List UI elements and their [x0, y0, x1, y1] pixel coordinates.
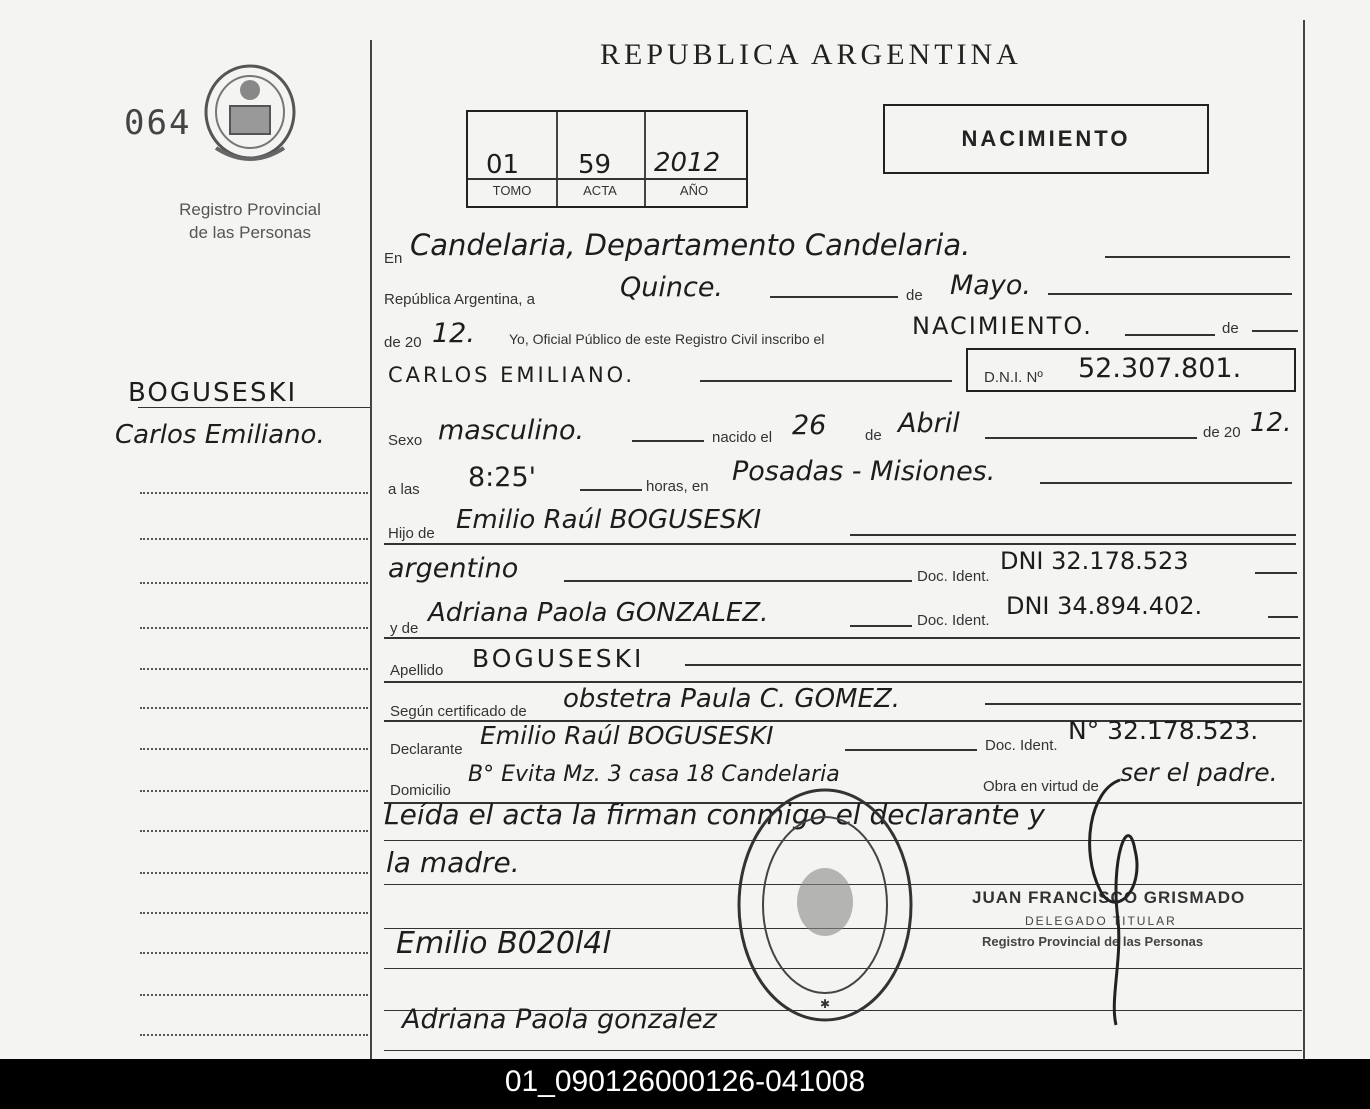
birth-day: 26 — [792, 410, 827, 441]
de2-rule — [1252, 330, 1298, 332]
alas-label: a las — [388, 481, 420, 498]
mdoc-rule — [1268, 616, 1298, 618]
dni-label: D.N.I. Nº — [984, 369, 1043, 386]
observ-rule6 — [384, 1050, 1302, 1051]
month-rule — [1048, 293, 1292, 295]
child-name: CARLOS EMILIANO. — [388, 363, 636, 387]
father-rule — [850, 534, 1296, 536]
mother-value: Adriana Paola GONZALEZ. — [428, 598, 769, 628]
tomo-value: 01 — [486, 150, 520, 180]
domicilio-value: B° Evita Mz. 3 casa 18 Candelaria — [468, 762, 840, 787]
left-column-border — [370, 40, 372, 1059]
registry-name-line1: Registro Provincial — [179, 200, 321, 219]
act-value: NACIMIENTO. — [912, 312, 1093, 340]
father-nationality: argentino — [388, 553, 519, 584]
en-rule — [1105, 256, 1290, 258]
dni-value: 52.307.801. — [1078, 353, 1242, 384]
doc-ident-label2: Doc. Ident. — [917, 612, 990, 629]
mother-signature: Adriana Paola gonzalez — [402, 1004, 717, 1035]
country-title: REPUBLICA ARGENTINA — [600, 38, 1022, 71]
decl-rule — [845, 749, 977, 751]
sexo-label: Sexo — [388, 432, 423, 449]
official-round-stamp — [735, 786, 915, 1024]
republica-label: República Argentina, a — [384, 291, 535, 308]
file-id: 01_090126000126-041008 — [504, 1065, 866, 1098]
obra-label: Obra en virtud de — [983, 778, 1099, 795]
file-id-bar — [0, 1059, 1370, 1109]
place-value: Posadas - Misiones. — [732, 456, 996, 487]
tomo-label: TOMO — [492, 183, 532, 198]
year-value: 12. — [432, 318, 475, 349]
sexo-value: masculino. — [438, 415, 585, 446]
month-value: Mayo. — [950, 270, 1031, 301]
fdoc-rule — [1255, 572, 1297, 574]
name-rule — [700, 380, 952, 382]
time-rule — [580, 489, 642, 491]
segun-rule — [985, 703, 1301, 705]
segun-label: Según certificado de — [390, 703, 527, 720]
declarante-value: Emilio Raúl BOGUSESKI — [480, 721, 774, 750]
en-value: Candelaria, Departamento Candelaria. — [410, 228, 971, 262]
nat-rule — [564, 580, 912, 582]
obra-value: ser el padre. — [1120, 758, 1278, 787]
registry-seal-logo — [200, 62, 300, 174]
domicilio-label: Domicilio — [390, 782, 451, 799]
mother-rule — [850, 625, 912, 627]
official-role: DELEGADO TITULAR — [1025, 914, 1177, 928]
yde-label: y de — [390, 620, 419, 637]
registry-name-line2: de las Personas — [189, 223, 311, 242]
record-type-box — [883, 104, 1209, 174]
tomo-acta-ano-box — [466, 110, 748, 208]
birth-year-prefix: de 20 — [1203, 424, 1241, 441]
de-label2: de — [1222, 320, 1239, 337]
right-page-border — [1303, 20, 1305, 1059]
mother-doc: DNI 34.894.402. — [1006, 592, 1203, 620]
de-label: de — [906, 287, 923, 304]
place-rule — [1040, 482, 1292, 484]
father-value: Emilio Raúl BOGUSESKI — [456, 505, 762, 535]
ano-label: AÑO — [679, 183, 709, 198]
record-type: NACIMIENTO — [961, 126, 1131, 151]
acta-label: ACTA — [583, 183, 617, 198]
apellido-rule2 — [384, 681, 1302, 683]
father-doc: DNI 32.178.523 — [1000, 547, 1189, 575]
hijo-label: Hijo de — [388, 525, 435, 542]
apellido-value: BOGUSESKI — [472, 644, 645, 673]
month2-rule — [985, 437, 1197, 439]
de-label3: de — [865, 427, 882, 444]
observation-line2: la madre. — [386, 846, 520, 879]
dni-box — [966, 348, 1296, 392]
margin-surname: BOGUSESKI — [128, 378, 298, 408]
father-rule2 — [384, 543, 1296, 545]
sexo-rule — [632, 440, 704, 442]
inscribo-label: Yo, Oficial Público de este Registro Civil inscribo el — [509, 331, 825, 347]
official-name: JUAN FRANCISCO GRISMADO — [972, 888, 1246, 907]
apellido-label: Apellido — [390, 662, 444, 679]
doc-ident-label: Doc. Ident. — [917, 568, 990, 585]
mother-rule2 — [384, 637, 1300, 639]
svg-text:✱: ✱ — [819, 997, 831, 1011]
registrar-signature — [1080, 770, 1160, 1030]
page-number: 064 — [124, 103, 192, 143]
acta-value: 59 — [578, 150, 612, 180]
apellido-rule — [685, 664, 1301, 666]
act-rule — [1125, 334, 1215, 336]
segun-value: obstetra Paula C. GOMEZ. — [563, 684, 900, 714]
declarante-doc: N° 32.178.523. — [1068, 716, 1259, 745]
margin-surname-rule — [138, 407, 370, 408]
official-office: Registro Provincial de las Personas — [982, 934, 1204, 949]
ano-value: 2012 — [654, 148, 721, 178]
birth-month: Abril — [898, 408, 960, 439]
father-signature: Emilio B020l4l — [396, 926, 611, 961]
doc-ident-label3: Doc. Ident. — [985, 737, 1058, 754]
en-label: En — [384, 250, 403, 267]
declarante-label: Declarante — [390, 741, 463, 758]
birth-year: 12. — [1250, 408, 1292, 438]
margin-given-names: Carlos Emiliano. — [115, 420, 325, 450]
year-prefix: de 20 — [384, 334, 422, 351]
nacido-label: nacido el — [712, 429, 773, 446]
day-rule — [770, 296, 898, 298]
observation-line1: Leída el acta la firman conmigo el declarante y — [384, 798, 1045, 831]
time-value: 8:25' — [468, 462, 537, 493]
horas-label: horas, en — [646, 478, 709, 495]
day-value: Quince. — [620, 272, 724, 303]
